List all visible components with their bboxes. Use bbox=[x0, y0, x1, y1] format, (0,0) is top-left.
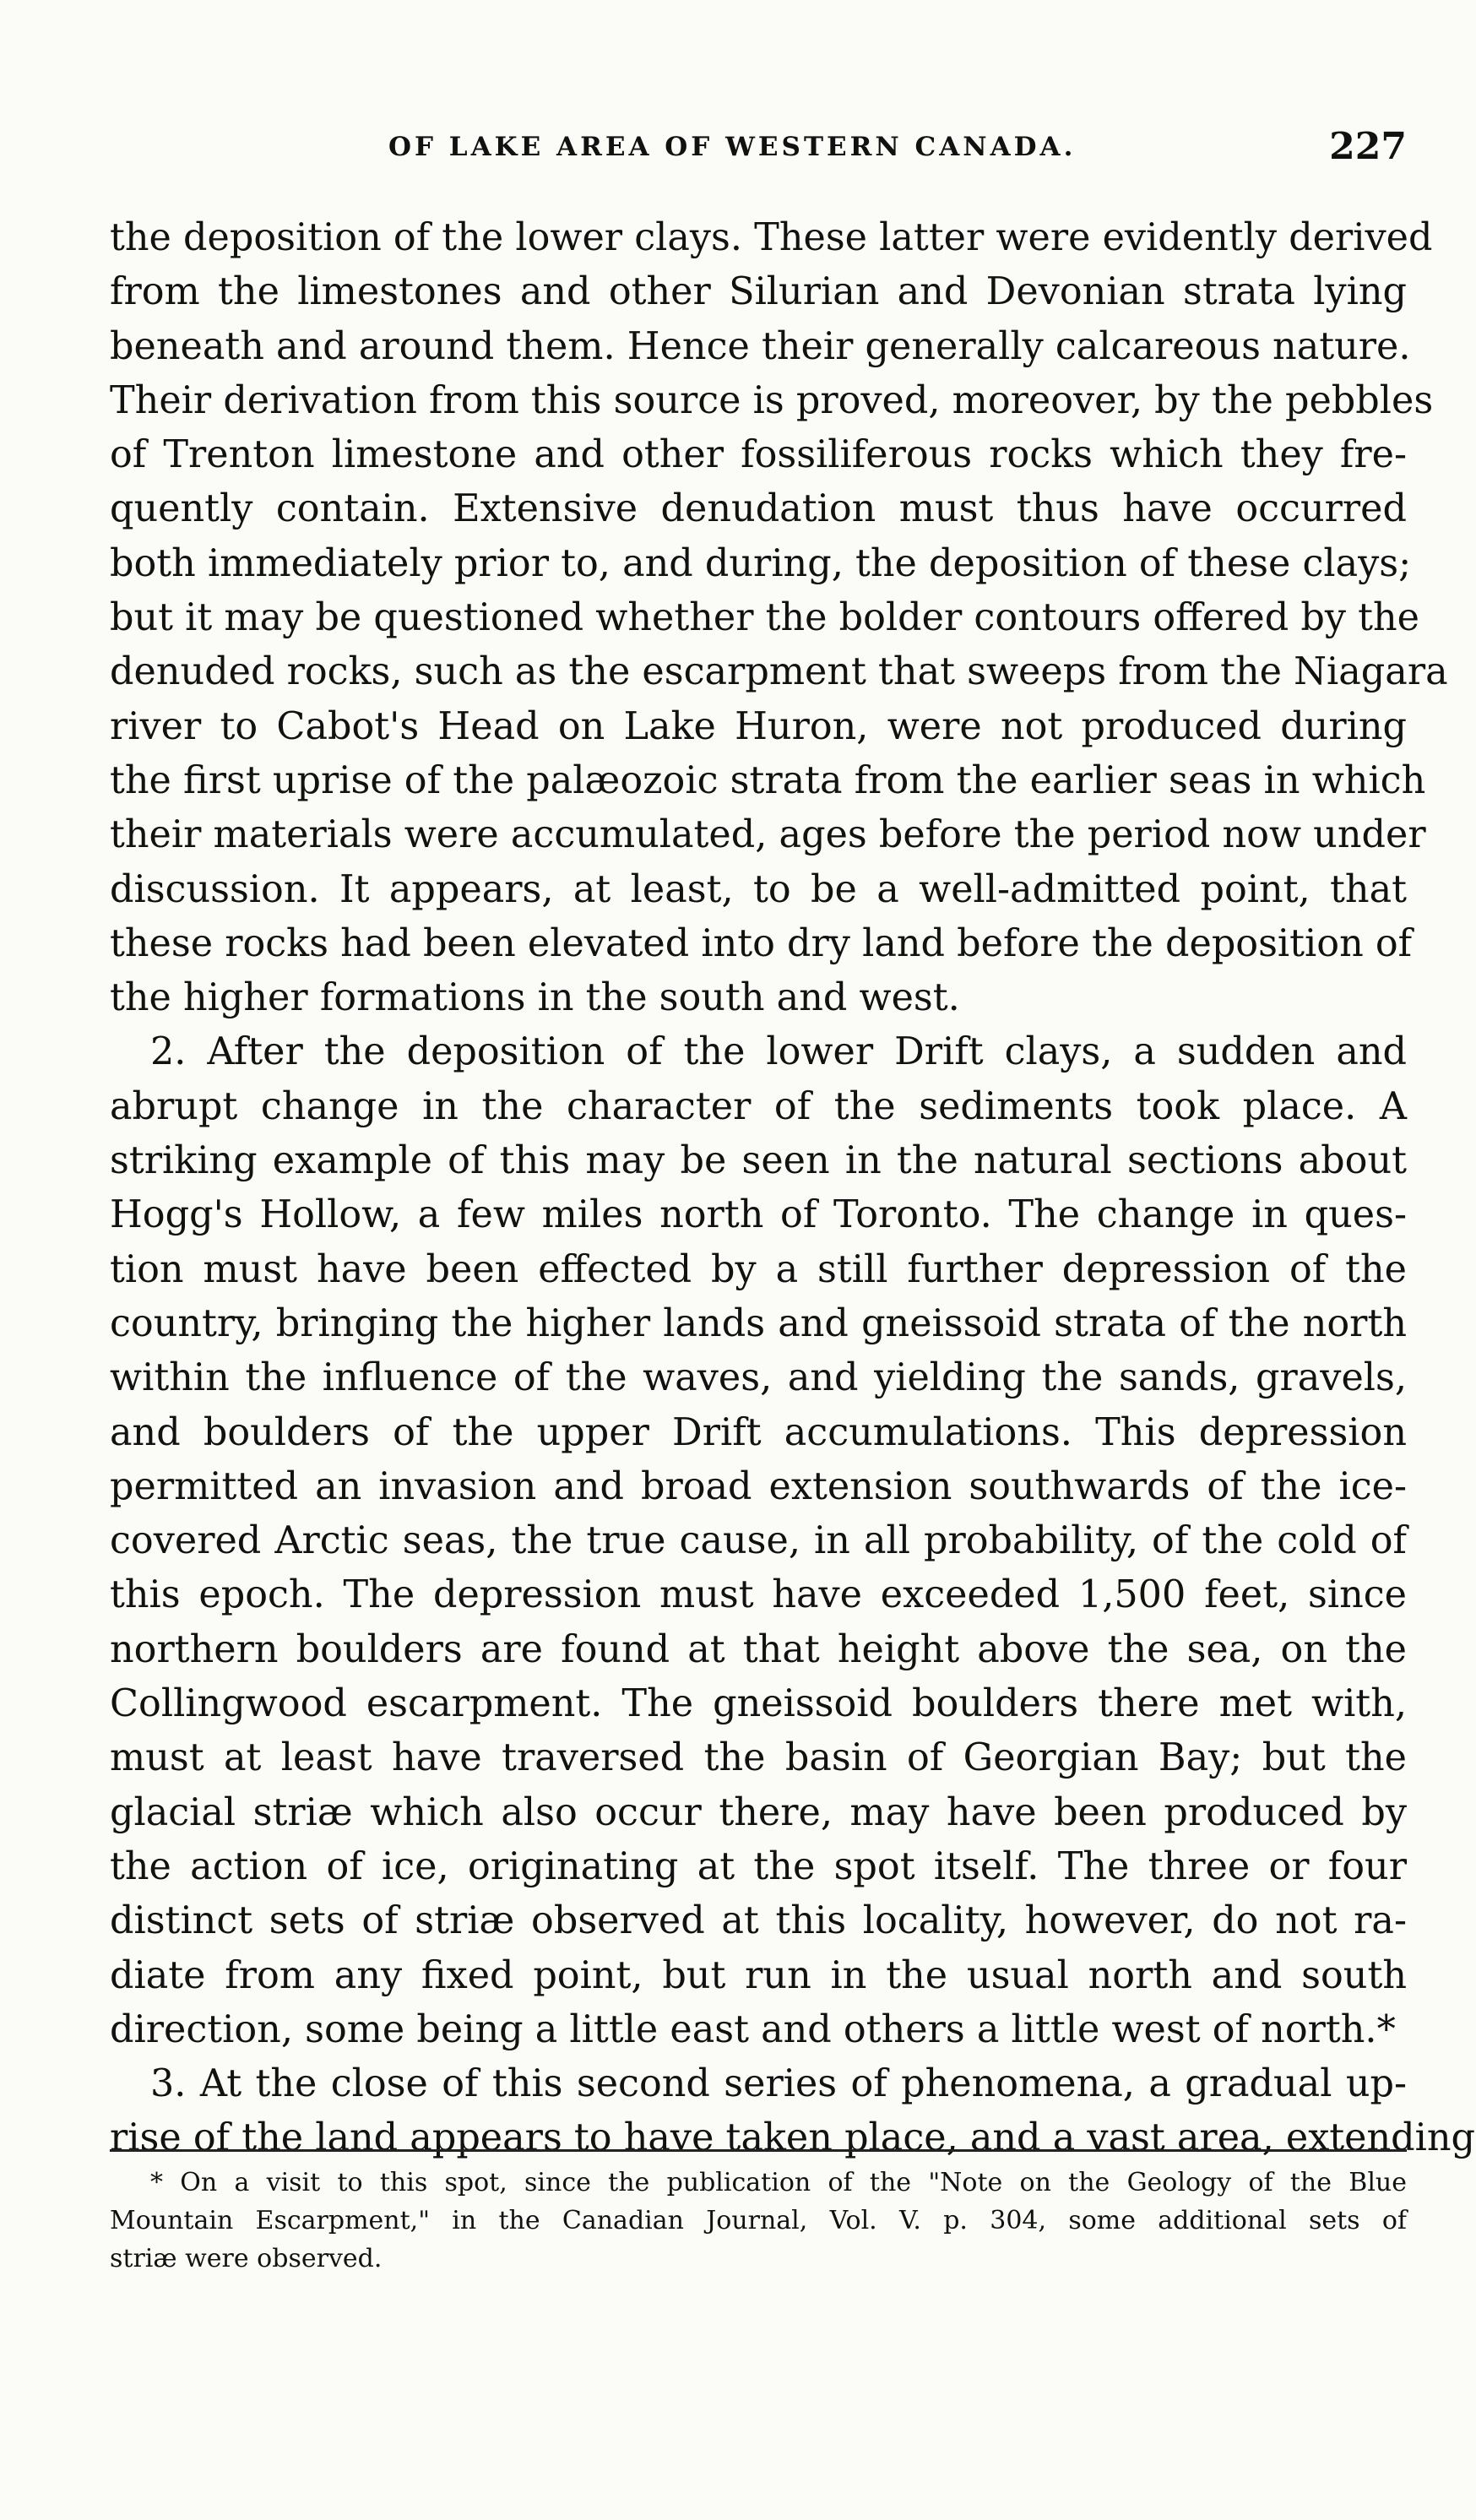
text-line: the first uprise of the palæozoic strata from the earlier seas in which bbox=[110, 758, 1426, 802]
text-line: and boulders of the upper Drift accumulations. This depression bbox=[110, 1410, 1407, 1454]
footnote-line: * On a visit to this spot, since the publication of the "Note on the Geology of the Blue bbox=[150, 2168, 1407, 2197]
text-line: the deposition of the lower clays. These latter were evidently derived bbox=[110, 216, 1433, 259]
text-line: of Trenton limestone and other fossiliferous rocks which they fre- bbox=[110, 433, 1407, 477]
text-line: the action of ice, originating at the spot itself. The three or four bbox=[110, 1844, 1407, 1888]
text-line: but it may be questioned whether the bolder contours offered by the bbox=[110, 596, 1420, 640]
text-line: direction, some being a little east and others a little west of north.* bbox=[110, 2007, 1396, 2051]
text-line: denuded rocks, such as the escarpment that sweeps from the Niagara bbox=[110, 650, 1448, 694]
footnote bbox=[110, 2164, 1407, 2278]
running-head bbox=[110, 125, 1407, 176]
text-line: must at least have traversed the basin of Georgian Bay; but the bbox=[110, 1736, 1407, 1780]
footnote-line: Mountain Escarpment," in the Canadian Journal, Vol. V. p. 304, some additional sets of bbox=[110, 2206, 1407, 2235]
text-line: quently contain. Extensive denudation must thus have occurred bbox=[110, 487, 1407, 531]
text-line: discussion. It appears, at least, to be a well-admitted point, that bbox=[110, 867, 1407, 911]
body-text bbox=[110, 211, 1476, 2166]
text-line: their materials were accumulated, ages before the period now under bbox=[110, 813, 1426, 857]
text-line: diate from any fixed point, but run in the usual north and south bbox=[110, 1953, 1407, 1997]
text-line: Their derivation from this source is proved, moreover, by the pebbles bbox=[110, 378, 1434, 422]
text-line: 3. At the close of this second series of phenomena, a gradual up- bbox=[150, 2062, 1407, 2106]
text-line: northern boulders are found at that height above the sea, on the bbox=[110, 1627, 1407, 1671]
text-line: Collingwood escarpment. The gneissoid boulders there met with, bbox=[110, 1682, 1407, 1726]
text-line: within the influence of the waves, and yielding the sands, gravels, bbox=[110, 1356, 1407, 1400]
footnote-divider bbox=[110, 2149, 1407, 2152]
text-line: country, bringing the higher lands and gneissoid strata of the north bbox=[110, 1301, 1407, 1345]
text-line: beneath and around them. Hence their generally calcareous nature. bbox=[110, 324, 1411, 368]
text-line: river to Cabot's Head on Lake Huron, were not produced during bbox=[110, 704, 1407, 748]
text-line: covered Arctic seas, the true cause, in all probability, of the cold of bbox=[110, 1519, 1407, 1563]
text-line: the higher formations in the south and west. bbox=[110, 976, 960, 1020]
running-title: OF LAKE AREA OF WESTERN CANADA. bbox=[388, 132, 1077, 162]
text-line: abrupt change in the character of the sediments took place. A bbox=[110, 1084, 1407, 1128]
text-line: Hogg's Hollow, a few miles north of Toronto. The change in ques- bbox=[110, 1193, 1407, 1237]
footnote-line: striæ were observed. bbox=[110, 2244, 383, 2273]
text-line: striking example of this may be seen in the natural sections about bbox=[110, 1139, 1407, 1183]
text-line: both immediately prior to, and during, the deposition of these clays; bbox=[110, 541, 1412, 585]
text-line: tion must have been effected by a still further depression of the bbox=[110, 1247, 1407, 1291]
text-line: 2. After the deposition of the lower Drift clays, a sudden and bbox=[150, 1030, 1407, 1074]
text-line: glacial striæ which also occur there, may have been produced by bbox=[110, 1790, 1407, 1834]
book-page bbox=[110, 0, 1476, 2520]
text-line: these rocks had been elevated into dry land before the deposition of bbox=[110, 921, 1413, 965]
page-number: 227 bbox=[1329, 125, 1407, 168]
text-line: permitted an invasion and broad extension southwards of the ice- bbox=[110, 1464, 1407, 1508]
text-line: from the limestones and other Silurian and Devonian strata lying bbox=[110, 270, 1407, 314]
text-line: this epoch. The depression must have exceeded 1,500 feet, since bbox=[110, 1573, 1407, 1617]
text-line: rise of the land appears to have taken place, and a vast area, extending bbox=[110, 2116, 1476, 2160]
text-line: distinct sets of striæ observed at this locality, however, do not ra- bbox=[110, 1899, 1407, 1943]
